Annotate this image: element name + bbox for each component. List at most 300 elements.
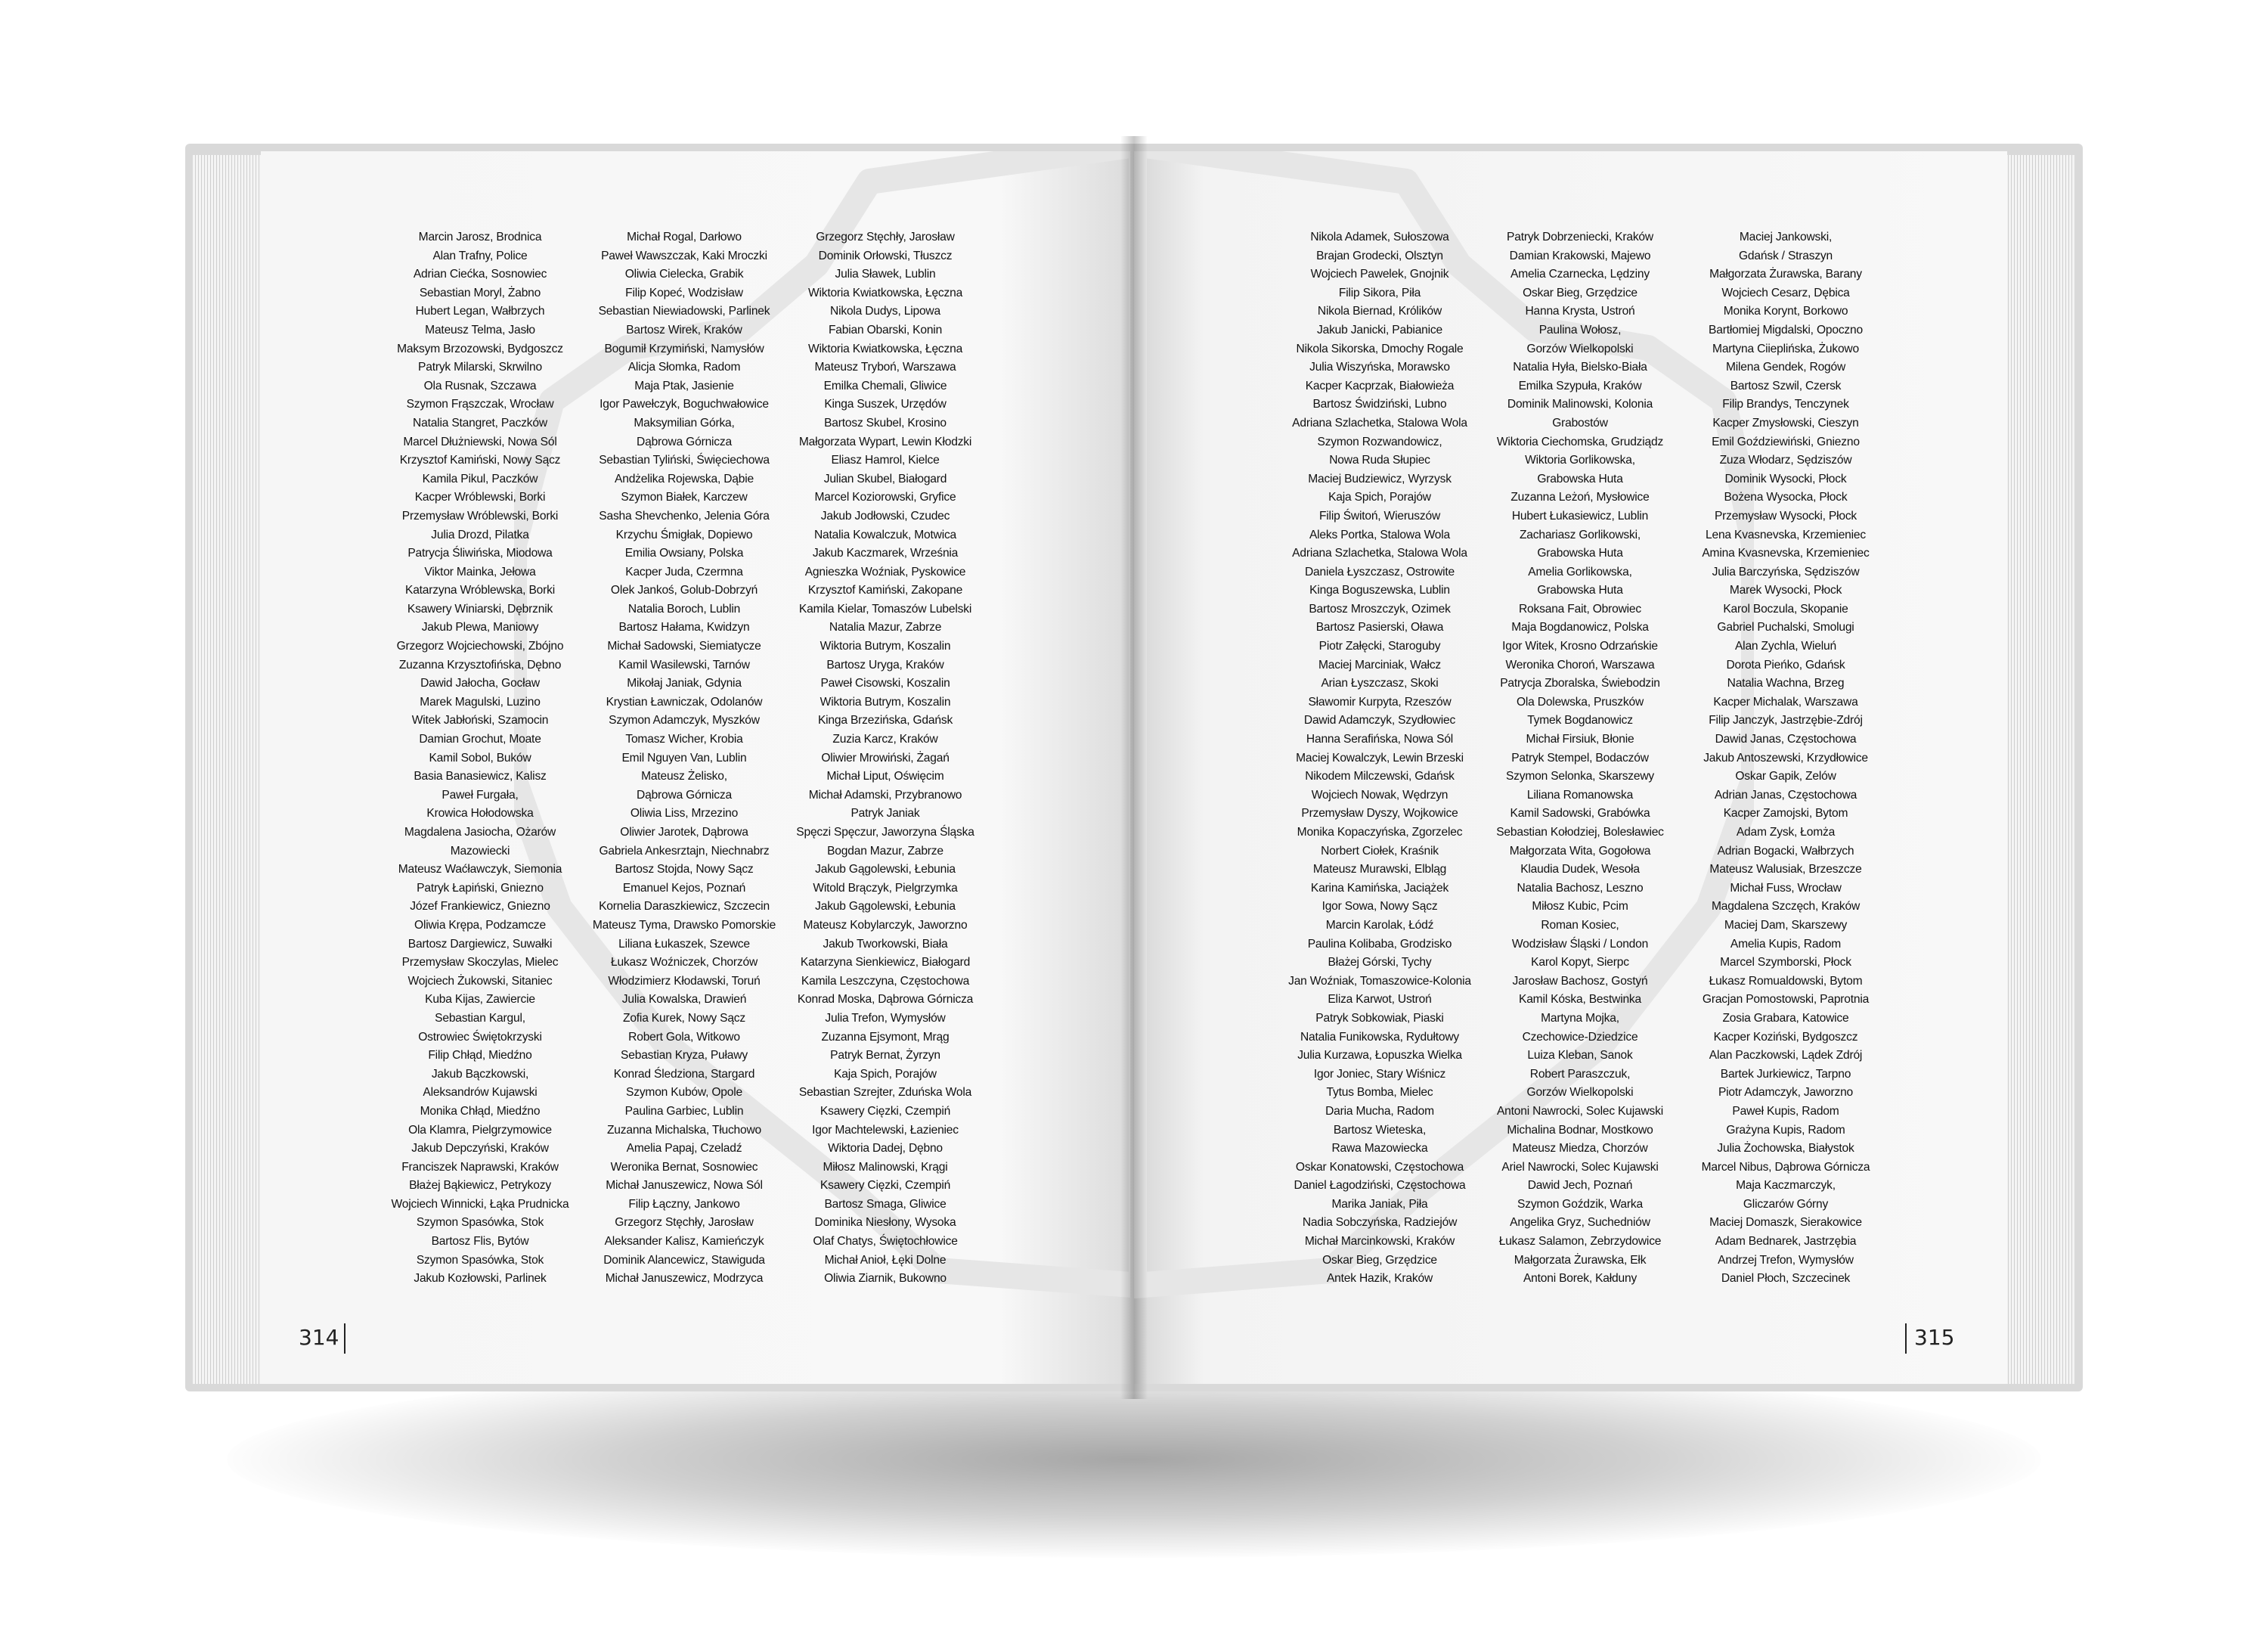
name-entry: Szymon Kubów, Opole xyxy=(626,1086,742,1100)
name-entry: Józef Frankiewicz, Gniezno xyxy=(410,900,550,914)
name-entry: Gorzów Wielkopolski xyxy=(1526,1086,1634,1100)
name-entry: Ostrowiec Świętokrzyski xyxy=(418,1030,542,1044)
page-number-divider-left xyxy=(344,1323,345,1354)
left-page xyxy=(261,151,1130,1384)
name-entry: Alan Zychla, Wieluń xyxy=(1734,640,1836,653)
name-entry: Maciej Jankowski, xyxy=(1739,231,1833,244)
name-entry: Adrian Bogacki, Wałbrzych xyxy=(1717,844,1854,858)
name-entry: Oliwia Liss, Mrzezino xyxy=(630,807,739,820)
name-entry: Patryk Milarski, Skrwilno xyxy=(418,361,542,374)
name-entry: Paulina Wołosz, xyxy=(1538,323,1622,337)
name-entry: Michał Liput, Oświęcim xyxy=(826,770,944,783)
name-entry: Hubert Łukasiewicz, Lublin xyxy=(1511,509,1649,523)
name-entry: Dawid Jałocha, Gocław xyxy=(420,677,540,690)
name-entry: Klaudia Dudek, Wesoła xyxy=(1520,863,1640,876)
name-entry: Grażyna Kupis, Radom xyxy=(1726,1123,1845,1137)
name-entry: Maciej Kowalczyk, Lewin Brzeski xyxy=(1296,751,1464,765)
name-entry: Liliana Łukaszek, Szewce xyxy=(618,937,750,951)
name-entry: Kacper Juda, Czermna xyxy=(625,565,743,579)
name-entry: Szymon Selonka, Skarszewy xyxy=(1505,770,1655,783)
name-entry: Emil Goździewiński, Gniezno xyxy=(1712,435,1860,448)
name-entry: Oskar Gapik, Zelów xyxy=(1735,770,1836,783)
name-entry: Antoni Borek, Kałduny xyxy=(1523,1272,1637,1286)
name-entry: Marcin Karolak, Łódź xyxy=(1325,918,1434,932)
name-entry: Witek Jabłoński, Szamocin xyxy=(411,714,549,727)
name-entry: Sebastian Szrejter, Zduńska Wola xyxy=(798,1086,972,1100)
name-entry: Marcin Jarosz, Brodnica xyxy=(418,231,542,244)
name-entry: Kamila Pikul, Paczków xyxy=(422,472,538,485)
name-entry: Zosia Grabara, Katowice xyxy=(1722,1011,1849,1025)
name-entry: Krzychu Śmigłak, Dopiewo xyxy=(615,528,753,541)
name-entry: Krystian Ławniczak, Odolanów xyxy=(606,695,763,709)
name-entry: Grabostów xyxy=(1552,416,1608,430)
name-entry: Patryk Stempel, Bodaczów xyxy=(1511,751,1649,765)
name-entry: Monika Korynt, Borkowo xyxy=(1723,305,1848,318)
name-entry: Witold Brączyk, Pielgrzymka xyxy=(813,881,958,895)
name-entry: Dawid Janas, Częstochowa xyxy=(1715,733,1857,746)
name-entry: Igor Machtelewski, Łazieniec xyxy=(812,1123,959,1137)
name-entry: Michał Sadowski, Siemiatycze xyxy=(607,640,761,653)
name-entry: Monika Chłąd, Miedźno xyxy=(420,1104,541,1118)
name-entry: Bartek Jurkiewicz, Tarpno xyxy=(1720,1067,1851,1081)
name-entry: Gracjan Pomostowski, Paprotnia xyxy=(1702,993,1870,1007)
name-entry: Filip Kopeć, Wodzisław xyxy=(625,286,743,299)
name-entry: Bartłomiej Migdalski, Opoczno xyxy=(1709,323,1863,337)
name-entry: Natalia Boroch, Lublin xyxy=(627,602,741,616)
name-entry: Sebastian Niewiadowski, Parlinek xyxy=(598,305,770,318)
name-entry: Amelia Gorlikowska, xyxy=(1528,565,1632,579)
name-entry: Olaf Chatys, Świętochłowice xyxy=(813,1235,958,1249)
name-entry: Kamil Wasilewski, Tarnów xyxy=(618,658,750,672)
name-entry: Maciej Domaszk, Sierakowice xyxy=(1709,1216,1862,1230)
name-entry: Maciej Dam, Skarszewy xyxy=(1724,918,1848,932)
name-entry: Marek Magulski, Luzino xyxy=(420,695,541,709)
name-entry: Julia Barczyńska, Sędziszów xyxy=(1712,565,1860,579)
name-entry: Mateusz Tryboń, Warszawa xyxy=(814,361,956,374)
name-entry: Filip Łączny, Jankowo xyxy=(628,1197,740,1211)
name-entry: Patryk Janiak xyxy=(850,807,920,820)
name-entry: Paulina Kolibaba, Grodzisko xyxy=(1307,937,1452,951)
name-entry: Oliwier Mrowiński, Żagań xyxy=(821,751,950,765)
name-entry: Franciszek Naprawski, Kraków xyxy=(401,1160,559,1174)
name-entry: Alicja Słomka, Radom xyxy=(627,361,741,374)
name-entry: Ksawery Winiarski, Dębrznik xyxy=(407,602,553,616)
name-entry: Adrian Janas, Częstochowa xyxy=(1714,788,1857,802)
name-entry: Zuzanna Krzysztofińska, Dębno xyxy=(398,658,562,672)
name-entry: Hanna Krysta, Ustroń xyxy=(1525,305,1635,318)
name-entry: Kaja Spich, Porajów xyxy=(834,1067,937,1081)
name-entry: Magdalena Jasiocha, Ożarów xyxy=(404,826,556,839)
name-entry: Sebastian Kołodziej, Bolesławiec xyxy=(1496,826,1664,839)
page-number-divider-right xyxy=(1905,1323,1907,1354)
name-entry: Małgorzata Wita, Gogołowa xyxy=(1509,844,1651,858)
name-entry: Przemysław Dyszy, Wojkowice xyxy=(1301,807,1458,820)
name-entry: Zachariasz Gorlikowski, xyxy=(1519,528,1641,541)
name-entry: Jakub Janicki, Pabianice xyxy=(1317,323,1442,337)
name-entry: Karol Boczula, Skopanie xyxy=(1723,602,1848,616)
name-entry: Ola Dolewska, Pruszków xyxy=(1516,695,1644,709)
name-entry: Gabriel Puchalski, Smolugi xyxy=(1717,621,1854,634)
name-entry: Nikola Biernad, Królików xyxy=(1317,305,1442,318)
name-entry: Oliwier Jarotek, Dąbrowa xyxy=(620,826,748,839)
name-entry: Michał Anioł, Łęki Dolne xyxy=(824,1253,947,1267)
name-entry: Marcel Dłużniewski, Nowa Sól xyxy=(403,435,557,448)
name-entry: Julia Trefon, Wymysłów xyxy=(825,1011,946,1025)
name-entry: Adrian Ciećka, Sosnowiec xyxy=(413,268,547,281)
name-entry: Daniel Płoch, Szczecinek xyxy=(1721,1272,1851,1286)
name-entry: Jakub Jodłowski, Czudec xyxy=(820,509,950,523)
name-entry: Kaja Spich, Porajów xyxy=(1328,491,1431,504)
name-column-5 xyxy=(1467,228,1693,1289)
name-entry: Szymon Spasówka, Stok xyxy=(416,1216,544,1230)
book-gutter xyxy=(1120,136,1148,1399)
name-entry: Igor Witek, Krosno Odrzańskie xyxy=(1502,640,1658,653)
name-entry: Włodzimierz Kłodawski, Toruń xyxy=(608,974,761,988)
name-entry: Julia Kurzawa, Łopuszka Wielka xyxy=(1297,1049,1462,1062)
name-entry: Jakub Plewa, Maniowy xyxy=(421,621,539,634)
name-entry: Wodzisław Śląski / London xyxy=(1511,937,1649,951)
name-entry: Robert Paraszczuk, xyxy=(1529,1067,1631,1081)
name-entry: Nadia Sobczyńska, Radziejów xyxy=(1302,1216,1458,1230)
name-entry: Zuzia Karcz, Kraków xyxy=(832,733,938,746)
name-entry: Mateusz Żelisko, xyxy=(641,770,727,783)
name-entry: Tomasz Wicher, Krobia xyxy=(625,733,743,746)
name-entry: Krzysztof Kamiński, Zakopane xyxy=(807,584,963,597)
name-entry: Paulina Garbiec, Lublin xyxy=(624,1104,744,1118)
name-entry: Katarzyna Wróblewska, Borki xyxy=(405,584,555,597)
name-entry: Wiktoria Butrym, Koszalin xyxy=(820,695,951,709)
name-entry: Hubert Legan, Wałbrzych xyxy=(415,305,545,318)
name-entry: Daniela Łyszczasz, Ostrowite xyxy=(1304,565,1455,579)
name-entry: Kacper Wróblewski, Borki xyxy=(414,491,546,504)
page-number-right: 315 xyxy=(1914,1325,1955,1350)
name-entry: Miłosz Kubic, Pcim xyxy=(1532,900,1628,914)
name-entry: Julia Drozd, Pilatka xyxy=(431,528,529,541)
name-entry: Patryk Dobrzeniecki, Kraków xyxy=(1507,231,1653,244)
name-entry: Nikodem Milczewski, Gdańsk xyxy=(1305,770,1455,783)
name-entry: Bartosz Pasierski, Oława xyxy=(1315,621,1444,634)
name-entry: Emil Nguyen Van, Lublin xyxy=(621,751,747,765)
name-entry: Grabowska Huta xyxy=(1537,584,1623,597)
name-entry: Michał Firsiuk, Błonie xyxy=(1526,733,1634,746)
name-entry: Roksana Fait, Obrowiec xyxy=(1519,602,1641,616)
name-entry: Dąbrowa Górnicza xyxy=(637,435,732,448)
name-entry: Wiktoria Kwiatkowska, Łęczna xyxy=(807,286,963,299)
name-entry: Małgorzata Żurawska, Ełk xyxy=(1514,1253,1647,1267)
name-entry: Julia Wiszyńska, Morawsko xyxy=(1309,361,1450,374)
name-entry: Michał Fuss, Wrocław xyxy=(1730,881,1842,895)
name-column-4 xyxy=(1266,228,1493,1289)
name-entry: Grzegorz Stęchły, Jarosław xyxy=(615,1216,754,1230)
name-entry: Miłosz Malinowski, Krągi xyxy=(823,1160,948,1174)
name-entry: Ariel Nawrocki, Solec Kujawski xyxy=(1501,1160,1659,1174)
name-entry: Julia Żochowska, Białystok xyxy=(1717,1142,1854,1156)
name-entry: Mateusz Telma, Jasło xyxy=(425,323,535,337)
name-entry: Maja Bogdanowicz, Polska xyxy=(1511,621,1649,634)
name-entry: Oliwia Krępa, Podzamcze xyxy=(414,918,546,932)
name-entry: Grzegorz Stęchły, Jarosław xyxy=(816,231,955,244)
name-entry: Kamila Leszczyna, Częstochowa xyxy=(801,974,970,988)
name-entry: Igor Joniec, Stary Wiśnicz xyxy=(1313,1067,1446,1081)
name-entry: Nowa Ruda Słupiec xyxy=(1329,454,1430,467)
name-entry: Marcel Nibus, Dąbrowa Górnicza xyxy=(1701,1160,1870,1174)
name-entry: Jakub Kozłowski, Parlinek xyxy=(414,1272,547,1286)
name-entry: Małgorzata Wypart, Lewin Kłodzki xyxy=(798,435,972,448)
name-entry: Michał Marcinkowski, Kraków xyxy=(1304,1235,1455,1249)
name-entry: Błażej Górski, Tychy xyxy=(1328,956,1432,969)
name-entry: Paweł Furgała, xyxy=(442,788,519,802)
name-entry: Maciej Budziewicz, Wyrzysk xyxy=(1308,472,1452,485)
name-column-3 xyxy=(772,228,999,1289)
name-entry: Grabowska Huta xyxy=(1537,547,1623,560)
name-entry: Wiktoria Ciechomska, Grudziądz xyxy=(1496,435,1664,448)
name-entry: Dawid Adamczyk, Szydłowiec xyxy=(1303,714,1456,727)
name-entry: Adam Bednarek, Jastrzębia xyxy=(1715,1235,1857,1249)
name-entry: Dorota Pieńko, Gdańsk xyxy=(1726,658,1845,672)
name-entry: Arian Łyszczasz, Skoki xyxy=(1321,677,1439,690)
name-entry: Zuzanna Leżoń, Mysłowice xyxy=(1510,491,1650,504)
name-entry: Maksymilian Górka, xyxy=(634,416,735,430)
name-entry: Bartosz Szwil, Czersk xyxy=(1730,379,1842,392)
name-entry: Aleksander Kalisz, Kamieńczyk xyxy=(604,1235,764,1249)
name-entry: Patrycja Zboralska, Świebodzin xyxy=(1500,677,1660,690)
name-entry: Eliasz Hamrol, Kielce xyxy=(831,454,940,467)
name-entry: Zofia Kurek, Nowy Sącz xyxy=(623,1011,745,1025)
name-entry: Spęczi Spęczur, Jaworzyna Śląska xyxy=(796,826,974,839)
name-entry: Grzegorz Wojciechowski, Zbójno xyxy=(396,640,564,653)
name-entry: Piotr Załęcki, Staroguby xyxy=(1318,640,1441,653)
name-entry: Basia Banasiewicz, Kalisz xyxy=(414,770,547,783)
name-entry: Weronika Bernat, Sosnowiec xyxy=(610,1160,758,1174)
name-entry: Kinga Brzezińska, Gdańsk xyxy=(817,714,953,727)
name-entry: Martyna Mojka, xyxy=(1541,1011,1619,1025)
name-entry: Bartosz Skubel, Krosino xyxy=(824,416,947,430)
name-entry: Igor Sowa, Nowy Sącz xyxy=(1321,900,1438,914)
name-entry: Kinga Suszek, Urzędów xyxy=(824,398,947,411)
name-entry: Zuzanna Michalska, Tłuchowo xyxy=(606,1123,762,1137)
name-entry: Robert Gola, Witkowo xyxy=(628,1030,740,1044)
name-entry: Konrad Śledziona, Stargard xyxy=(613,1067,755,1081)
name-entry: Bartosz Flis, Bytów xyxy=(431,1235,529,1249)
name-entry: Jakub Gągolewski, Łebunia xyxy=(815,863,956,876)
name-entry: Nikola Sikorska, Dmochy Rogale xyxy=(1296,342,1464,355)
name-entry: Andżelika Rojewska, Dąbie xyxy=(615,472,754,485)
name-entry: Oliwia Cielecka, Grabik xyxy=(624,268,744,281)
name-entry: Oskar Bieg, Grzędzice xyxy=(1322,1253,1437,1267)
name-entry: Michał Rogal, Darłowo xyxy=(627,231,742,244)
name-entry: Ksawery Cięzki, Czempiń xyxy=(820,1179,951,1193)
name-entry: Kacper Koziński, Bydgoszcz xyxy=(1713,1030,1858,1044)
name-entry: Dominik Alancewicz, Stawiguda xyxy=(603,1253,765,1267)
name-entry: Lena Kvasnevska, Krzemieniec xyxy=(1706,528,1866,541)
name-entry: Mikołaj Janiak, Gdynia xyxy=(627,677,742,690)
name-entry: Maciej Marciniak, Wałcz xyxy=(1318,658,1442,672)
name-entry: Natalia Kowalczuk, Motwica xyxy=(813,528,957,541)
name-entry: Emilia Owsiany, Polska xyxy=(624,547,744,560)
name-entry: Julian Skubel, Białogard xyxy=(823,472,947,485)
name-entry: Krowica Hołodowska xyxy=(426,807,534,820)
name-entry: Monika Kopaczyńska, Zgorzelec xyxy=(1297,826,1463,839)
name-entry: Jakub Kaczmarek, Września xyxy=(812,547,959,560)
name-entry: Krzysztof Kamiński, Nowy Sącz xyxy=(399,454,561,467)
name-entry: Łukasz Romualdowski, Bytom xyxy=(1709,974,1863,988)
name-entry: Jakub Bączkowski, xyxy=(431,1067,529,1081)
name-entry: Michał Januszewicz, Modrzyca xyxy=(605,1272,764,1286)
name-entry: Emanuel Kejos, Poznań xyxy=(622,881,746,895)
name-entry: Alan Trafny, Police xyxy=(432,249,528,262)
name-entry: Martyna Ciieplińska, Żukowo xyxy=(1712,342,1859,355)
name-entry: Julia Sławek, Lublin xyxy=(835,268,936,281)
name-entry: Paweł Kupis, Radom xyxy=(1732,1104,1839,1118)
name-entry: Jakub Gągolewski, Łebunia xyxy=(815,900,956,914)
name-entry: Damian Krakowski, Majewo xyxy=(1509,249,1651,262)
name-entry: Wojciech Winnicki, Łąka Prudnicka xyxy=(391,1197,569,1211)
name-entry: Mateusz Waćławczyk, Siemonia xyxy=(398,863,562,876)
name-entry: Kamila Kielar, Tomaszów Lubelski xyxy=(798,602,972,616)
name-entry: Gliczarów Górny xyxy=(1743,1197,1829,1211)
name-entry: Tymek Bogdanowicz xyxy=(1527,714,1633,727)
name-entry: Czechowice-Dziedzice xyxy=(1522,1030,1638,1044)
name-entry: Amina Kvasnevska, Krzemieniec xyxy=(1702,547,1870,560)
name-entry: Oskar Bieg, Grzędzice xyxy=(1523,286,1637,299)
name-entry: Wojciech Żukowski, Sitaniec xyxy=(407,974,553,988)
name-entry: Kamil Sadowski, Grabówka xyxy=(1510,807,1650,820)
name-entry: Bogdan Mazur, Zabrze xyxy=(827,844,943,858)
name-entry: Milena Gendek, Rogów xyxy=(1725,361,1846,374)
name-entry: Kacper Kacprzak, Białowieża xyxy=(1305,379,1455,392)
name-entry: Gdańsk / Straszyn xyxy=(1739,249,1833,262)
name-entry: Małgorzata Żurawska, Barany xyxy=(1709,268,1862,281)
name-entry: Paweł Wawszczak, Kaki Mroczki xyxy=(601,249,767,262)
name-entry: Wojciech Nowak, Wędrzyn xyxy=(1311,788,1448,802)
name-entry: Przemysław Skoczylas, Mielec xyxy=(401,956,559,969)
name-entry: Dominika Niesłony, Wysoka xyxy=(814,1216,956,1230)
name-entry: Paweł Cisowski, Koszalin xyxy=(820,677,950,690)
name-entry: Daniel Łagodziński, Częstochowa xyxy=(1294,1179,1466,1193)
page-number-left: 314 xyxy=(299,1325,339,1350)
name-entry: Amelia Papaj, Czeladź xyxy=(626,1142,742,1156)
name-entry: Bartosz Świdziński, Lubno xyxy=(1312,398,1447,411)
name-entry: Ksawery Cięzki, Czempiń xyxy=(820,1104,951,1118)
name-entry: Michał Januszewicz, Nowa Sól xyxy=(606,1179,763,1193)
name-entry: Daria Mucha, Radom xyxy=(1325,1104,1434,1118)
name-entry: Zuzanna Ejsymont, Mrąg xyxy=(821,1030,950,1044)
name-entry: Natalia Mazur, Zabrze xyxy=(829,621,942,634)
name-entry: Nikola Adamek, Sułoszowa xyxy=(1310,231,1449,244)
name-entry: Sebastian Moryl, Żabno xyxy=(419,286,541,299)
name-entry: Filip Sikora, Piła xyxy=(1338,286,1421,299)
name-entry: Amelia Czarnecka, Lędziny xyxy=(1510,268,1650,281)
name-entry: Szymon Frąszczak, Wrocław xyxy=(406,398,554,411)
name-entry: Kinga Boguszewska, Lublin xyxy=(1309,584,1450,597)
name-entry: Wojciech Pawelek, Gnojnik xyxy=(1310,268,1449,281)
page-edges-right xyxy=(2005,155,2074,1384)
name-entry: Przemysław Wróblewski, Borki xyxy=(401,509,559,523)
name-entry: Michalina Bodnar, Mostkowo xyxy=(1507,1123,1653,1137)
name-entry: Bartosz Wirek, Kraków xyxy=(626,323,742,337)
name-entry: Bożena Wysocka, Płock xyxy=(1724,491,1848,504)
page-edges-left xyxy=(193,155,262,1384)
name-entry: Rawa Mazowiecka xyxy=(1331,1142,1428,1156)
name-entry: Dominik Malinowski, Kolonia xyxy=(1507,398,1653,411)
name-entry: Kacper Zamojski, Bytom xyxy=(1723,807,1848,820)
name-entry: Oliwia Ziarnik, Bukowno xyxy=(824,1272,947,1286)
name-entry: Bartosz Hałama, Kwidzyn xyxy=(618,621,750,634)
name-entry: Maja Ptak, Jasienie xyxy=(634,379,734,392)
name-entry: Dąbrowa Górnicza xyxy=(637,788,732,802)
name-entry: Wiktoria Dadej, Dębno xyxy=(828,1142,943,1156)
name-entry: Brajan Grodecki, Olsztyn xyxy=(1316,249,1443,262)
name-entry: Viktor Mainka, Jełowa xyxy=(424,565,536,579)
name-column-2 xyxy=(571,228,798,1289)
name-entry: Marcel Koziorowski, Gryfice xyxy=(814,491,956,504)
name-entry: Dominik Orłowski, Tłuszcz xyxy=(818,249,953,262)
name-entry: Norbert Ciołek, Kraśnik xyxy=(1321,844,1439,858)
name-entry: Wiktoria Kwiatkowska, Łęczna xyxy=(807,342,963,355)
name-entry: Jarosław Bachosz, Gostyń xyxy=(1512,974,1648,988)
name-entry: Kuba Kijas, Zawiercie xyxy=(425,993,535,1007)
name-entry: Szymon Rozwandowicz, xyxy=(1317,435,1442,448)
name-entry: Kornelia Daraszkiewicz, Szczecin xyxy=(599,900,770,914)
name-entry: Natalia Bachosz, Leszno xyxy=(1517,881,1644,895)
name-entry: Angelika Gryz, Suchedniów xyxy=(1510,1216,1650,1230)
name-entry: Marcel Szymborski, Płock xyxy=(1720,956,1851,969)
name-entry: Natalia Hyła, Bielsko-Biała xyxy=(1513,361,1647,374)
name-entry: Marika Janiak, Piła xyxy=(1331,1197,1428,1211)
name-entry: Liliana Romanowska xyxy=(1526,788,1634,802)
name-entry: Olek Jankoś, Golub-Dobrzyń xyxy=(610,584,758,597)
name-entry: Mateusz Kobylarczyk, Jaworzno xyxy=(803,918,968,932)
name-entry: Maksym Brzozowski, Bydgoszcz xyxy=(397,342,563,355)
name-entry: Marek Wysocki, Płock xyxy=(1729,584,1842,597)
name-entry: Filip Brandys, Tenczynek xyxy=(1722,398,1849,411)
name-column-6 xyxy=(1672,228,1899,1289)
name-entry: Wojciech Cesarz, Dębica xyxy=(1721,286,1850,299)
name-entry: Jan Woźniak, Tomaszowice-Kolonia xyxy=(1288,974,1471,988)
name-column-1 xyxy=(367,228,593,1289)
name-entry: Zuza Włodarz, Sędziszów xyxy=(1719,454,1852,467)
name-entry: Eliza Karwot, Ustroń xyxy=(1328,993,1432,1007)
name-entry: Mateusz Murawski, Elbląg xyxy=(1312,863,1447,876)
name-entry: Błażej Bąkiewicz, Petrykozy xyxy=(409,1179,551,1193)
name-entry: Luiza Kleban, Sanok xyxy=(1527,1049,1633,1062)
name-entry: Bartosz Stojda, Nowy Sącz xyxy=(615,863,754,876)
name-entry: Ola Klamra, Pielgrzymowice xyxy=(408,1123,552,1137)
name-entry: Emilka Chemali, Gliwice xyxy=(823,379,947,392)
name-entry: Szymon Spasówka, Stok xyxy=(416,1253,544,1267)
name-entry: Hanna Serafińska, Nowa Sól xyxy=(1306,733,1454,746)
name-entry: Sebastian Kargul, xyxy=(435,1011,525,1025)
name-entry: Gabriela Ankesrztajn, Niechnabrz xyxy=(599,844,770,858)
name-entry: Kacper Michalak, Warszawa xyxy=(1713,695,1858,709)
name-entry: Adriana Szlachetka, Stalowa Wola xyxy=(1292,416,1467,430)
name-entry: Patrycja Śliwińska, Miodowa xyxy=(407,547,553,560)
name-entry: Emilka Szypuła, Kraków xyxy=(1518,379,1642,392)
name-entry: Sławomir Kurpyta, Rzeszów xyxy=(1308,695,1452,709)
name-entry: Sebastian Kryza, Puławy xyxy=(621,1049,748,1062)
name-entry: Wiktoria Butrym, Koszalin xyxy=(820,640,951,653)
name-entry: Piotr Adamczyk, Jaworzno xyxy=(1718,1086,1854,1100)
name-entry: Michał Adamski, Przybranowo xyxy=(808,788,962,802)
name-entry: Łukasz Salamon, Zebrzydowice xyxy=(1498,1235,1662,1249)
name-entry: Igor Pawełczyk, Boguchwałowice xyxy=(600,398,769,411)
name-entry: Konrad Moska, Dąbrowa Górnicza xyxy=(797,993,974,1007)
name-entry: Dawid Jech, Poznań xyxy=(1527,1179,1633,1193)
name-entry: Filip Świtoń, Wieruszów xyxy=(1318,509,1441,523)
name-entry: Mateusz Miedza, Chorzów xyxy=(1512,1142,1648,1156)
name-entry: Agnieszka Woźniak, Pyskowice xyxy=(804,565,966,579)
name-entry: Szymon Białek, Karczew xyxy=(621,491,748,504)
